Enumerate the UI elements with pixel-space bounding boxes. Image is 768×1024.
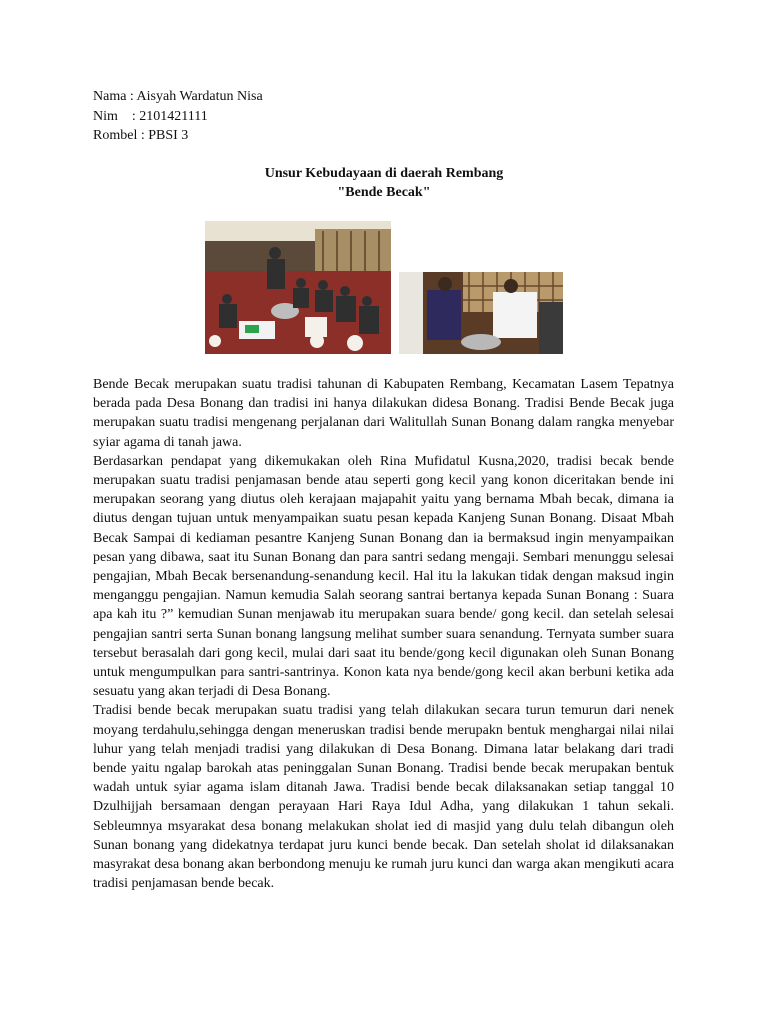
student-nim: Nim : 2101421111 — [93, 108, 208, 124]
body-text — [93, 375, 674, 893]
bende-becak-ceremony-photo — [205, 221, 391, 354]
student-name: Nama : Aisyah Wardatun Nisa — [93, 89, 263, 104]
student-info — [93, 87, 263, 146]
bende-cleaning-photo — [399, 272, 563, 354]
document-title — [0, 164, 768, 202]
title-line-2: "Bende Becak" — [337, 185, 431, 200]
student-rombel: Rombel : PBSI 3 — [93, 128, 189, 143]
paragraph: Berdasarkan pendapat yang dikemukakan oleh Rina Mufidatul Kusna,2020, tradisi becak bende merupakan suatu tradisi penjamasan bende atau seperti gong kecil yang konon diceritakan bende ini merupakan seorang yang diutus oleh kerajaan majapahit yaitu yang bernama Mbah becak, dimana ia diutus dengan tujuan untuk menyampaikan suatu pesan kepada Kanjeng Sunan Bonang. Disaat Mbah Becak Sampai di kediaman pesantre Kanjeng Sunan Bonang dan ia bermaksud ingin menyampaikan pesan yang dibawa, saat itu Sunan Bonang dan para santri sedang mengaji. Sembari menunggu selesai pengajian, Mbah Becak bersenandung-senandung kecil. Hal itu la lakukan tidak dengan maksud ingin menganggu pengajian. Namun kemudia Salah seorang santrai bertanya kepada Sunan Bonang : Suara apa kah itu ?” kemudian Sunan menjawab itu merupakan suara bende/ gong kecil. dan setelah selesai pengajian santri serta Sunan bonang langsung melihat sumber suara senandung. Ternyata sumber suara tersebut berasalah dari gong kecil, mulai dari saat itu bende/gong kecil digunakan oleh Sunan Bonang untuk mengumpulkan para santri-santrinya. Konon kata nya bende/gong kecil akan berbuni ketika ada sesuatu yang akan terjadi di Desa Bonang. — [93, 453, 674, 700]
paragraph: Bende Becak merupakan suatu tradisi tahunan di Kabupaten Rembang, Kecamatan Lasem Tepatnya berada pada Desa Bonang dan tradisi ini hanya dilakukan didesa Bonang. Tradisi Bende Becak juga merupakan suatu tradisi mengenang perjalanan dari Walitullah Sunan Bonang dalam rangka menyebar syiar agama di tanah jawa. — [93, 377, 674, 450]
paragraph: Tradisi bende becak merupakan suatu tradisi yang telah dilakukan secara turun temurun dari nenek moyang terdahulu,sehingga dengan meneruskan tradisi bende merupakn bentuk menghargai nilai nilai luhur yang telah menjadi tradisi yang dilakukan di Desa Bonang. Dimana latar belakang dari tradi bende yaitu ngalap barokah atas peninggalan Sunan Bonang. Tradisi bende becak merupakan bentuk wadah untuk syiar agama islam ditanah Jawa. Tradisi bende becak dilaksanakan setiap tanggal 10 Dzulhijjah bersamaan dengan perayaan Hari Raya Idul Adha, yang dilakukan 1 tahun sekali. Sebleumnya msyarakat desa bonang melakukan sholat ied di masjid yang dulu telah dibangun oleh Sunan bonang yang didekatnya terdapat juru kunci bende becak. Dan setelah sholat id dilaksanakan masyrakat desa bonang akan berbondong menuju ke rumah juru kunci dan warga akan mengikuti acara tradisi penjamasan bende becak. — [93, 703, 674, 892]
title-line-1: Unsur Kebudayaan di daerah Rembang — [264, 166, 504, 181]
